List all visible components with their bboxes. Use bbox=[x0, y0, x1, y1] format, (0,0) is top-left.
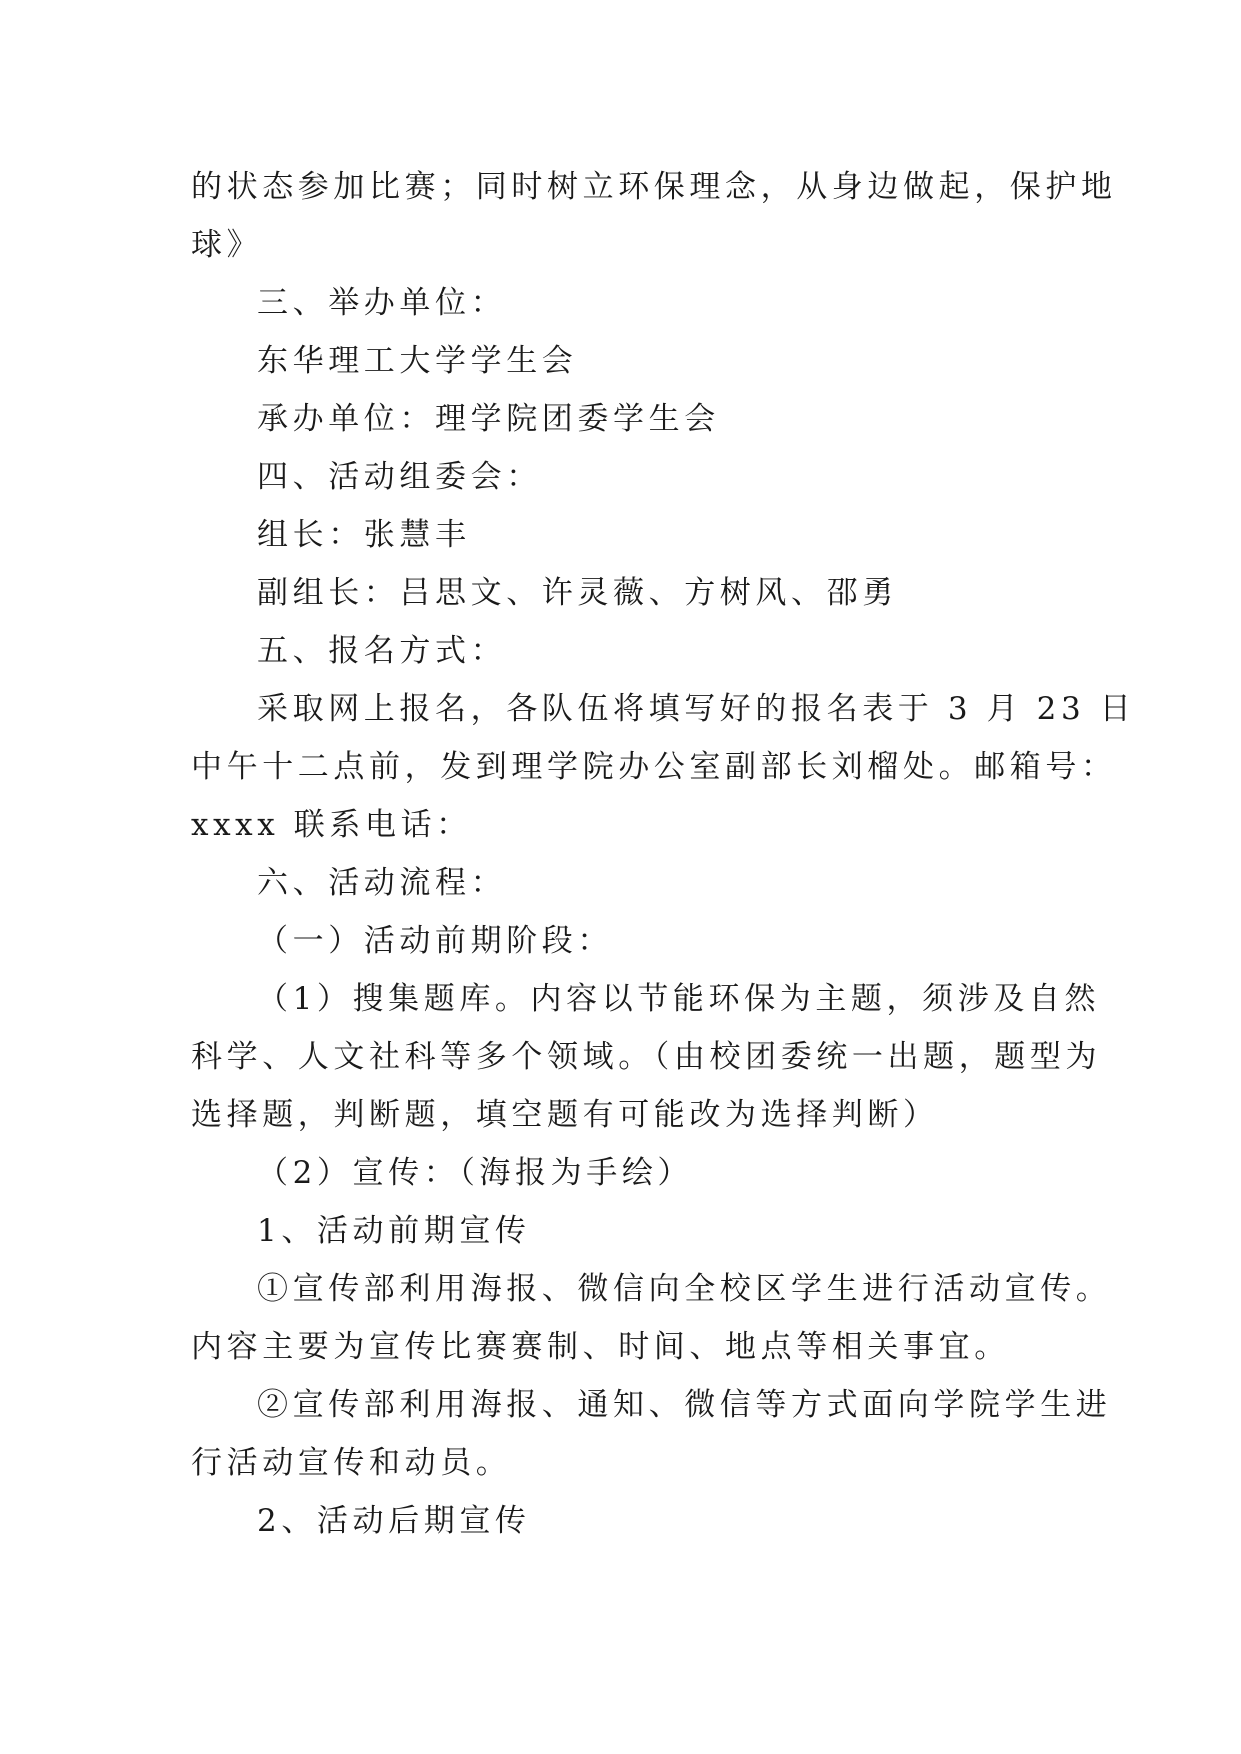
text-line: ①宣传部利用海报、微信向全校区学生进行活动宣传。 bbox=[257, 1271, 1112, 1307]
text-line: xxxx 联系电话： bbox=[191, 807, 472, 843]
text-line: （2）宣传：（海报为手绘） bbox=[257, 1155, 694, 1191]
text-line: 球》 bbox=[191, 227, 263, 263]
text-line: 承办单位：理学院团委学生会 bbox=[257, 401, 720, 437]
text-line: 中午十二点前，发到理学院办公室副部长刘榴处。邮箱号： bbox=[191, 749, 1117, 785]
text-line: 2、活动后期宣传 bbox=[257, 1503, 531, 1539]
text-line: 的状态参加比赛；同时树立环保理念，从身边做起，保护地 bbox=[191, 169, 1117, 205]
text-line: ②宣传部利用海报、通知、微信等方式面向学院学生进 bbox=[257, 1387, 1112, 1423]
text-line: 选择题，判断题，填空题有可能改为选择判断） bbox=[191, 1097, 939, 1133]
section-heading-organizer: 三、举办单位： bbox=[257, 285, 507, 321]
text-line: 东华理工大学学生会 bbox=[257, 343, 578, 379]
document-body bbox=[191, 158, 1136, 1550]
text-line: 采取网上报名，各队伍将填写好的报名表于 3 月 23 日 bbox=[257, 691, 1136, 727]
text-line: 组长：张慧丰 bbox=[257, 517, 471, 553]
text-line: 副组长：吕思文、许灵薇、方树风、邵勇 bbox=[257, 575, 898, 611]
section-heading-committee: 四、活动组委会： bbox=[257, 459, 542, 495]
section-heading-process: 六、活动流程： bbox=[257, 865, 507, 901]
text-line: 1、活动前期宣传 bbox=[257, 1213, 531, 1249]
text-line: 内容主要为宣传比赛赛制、时间、地点等相关事宜。 bbox=[191, 1329, 1010, 1365]
text-line: 行活动宣传和动员。 bbox=[191, 1445, 512, 1481]
text-line: 科学、人文社科等多个领域。（由校团委统一出题，题型为 bbox=[191, 1039, 1102, 1075]
section-heading-registration: 五、报名方式： bbox=[257, 633, 507, 669]
text-line: （1）搜集题库。内容以节能环保为主题，须涉及自然 bbox=[257, 981, 1101, 1017]
subsection-heading: （一）活动前期阶段： bbox=[257, 923, 613, 959]
